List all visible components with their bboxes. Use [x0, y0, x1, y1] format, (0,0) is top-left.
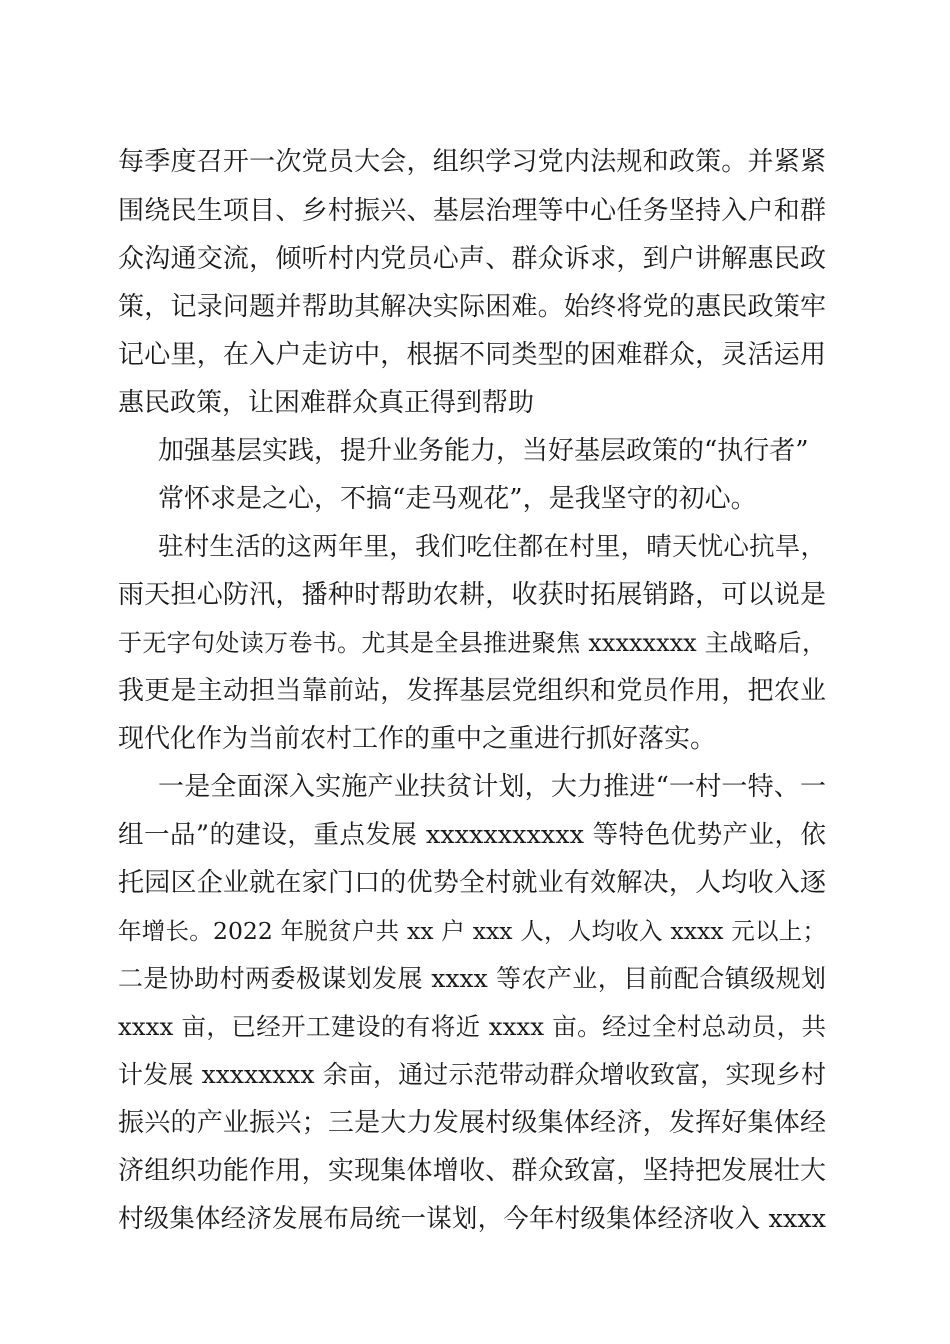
text-line: 记心里，在入户走访中，根据不同类型的困难群众，灵活运用 — [118, 340, 826, 370]
text-line: 围绕民生项目、乡村振兴、基层治理等中心任务坚持入户和群 — [118, 196, 826, 226]
text-line: 年增长。2022 年脱贫户共 xx 户 xxx 人，人均收入 xxxx 元以上； — [118, 917, 826, 945]
text-line: 策，记录问题并帮助其解决实际困难。始终将党的惠民政策牢 — [118, 292, 826, 322]
text-line: xxxx 亩，已经开工建设的有将近 xxxx 亩。经过全村总动员，共 — [118, 1012, 826, 1041]
text-line: 我更是主动担当靠前站，发挥基层党组织和党员作用，把农业 — [118, 676, 826, 706]
paragraph-first-line: 驻村生活的这两年里，我们吃住都在村里，晴天忧心抗旱， — [158, 532, 826, 562]
text-line: 计发展 xxxxxxxx 余亩，通过示范带动群众增收致富，实现乡村 — [118, 1060, 826, 1089]
text-line: 现代化作为当前农村工作的重中之重进行抓好落实。 — [118, 724, 717, 754]
text-line: 众沟通交流，倾听村内党员心声、群众诉求，到户讲解惠民政 — [118, 244, 826, 274]
text-line: 于无字句处读万卷书。尤其是全县推进聚焦 xxxxxxxx 主战略后， — [118, 629, 826, 657]
text-line: 济组织功能作用，实现集体增收、群众致富，坚持把发展壮大 — [118, 1156, 826, 1186]
text-line: 常怀求是之心，不搞“走马观花”，是我坚守的初心。 — [158, 484, 757, 514]
text-line: 每季度召开一次党员大会，组织学习党内法规和政策。并紧紧 — [118, 147, 826, 177]
text-line: 惠民政策，让困难群众真正得到帮助 — [118, 388, 535, 418]
paragraph-first-line: 一是全面深入实施产业扶贫计划，大力推进“一村一特、一 — [158, 772, 826, 802]
text-line: 雨天担心防汛，播种时帮助农耕，收获时拓展销路，可以说是 — [118, 580, 826, 610]
text-line: 二是协助村两委极谋划发展 xxxx 等农产业，目前配合镇级规划 — [118, 964, 826, 993]
text-line: 托园区企业就在家门口的优势全村就业有效解决，人均收入逐 — [118, 868, 826, 898]
section-heading: 加强基层实践，提升业务能力，当好基层政策的“执行者” — [158, 436, 809, 466]
text-line: 村级集体经济发展布局统一谋划，今年村级集体经济收入 xxxx — [118, 1204, 826, 1234]
text-line: 组一品”的建设，重点发展 xxxxxxxxxxx 等特色优势产业，依 — [118, 820, 826, 850]
text-line: 振兴的产业振兴；三是大力发展村级集体经济，发挥好集体经 — [118, 1108, 826, 1138]
